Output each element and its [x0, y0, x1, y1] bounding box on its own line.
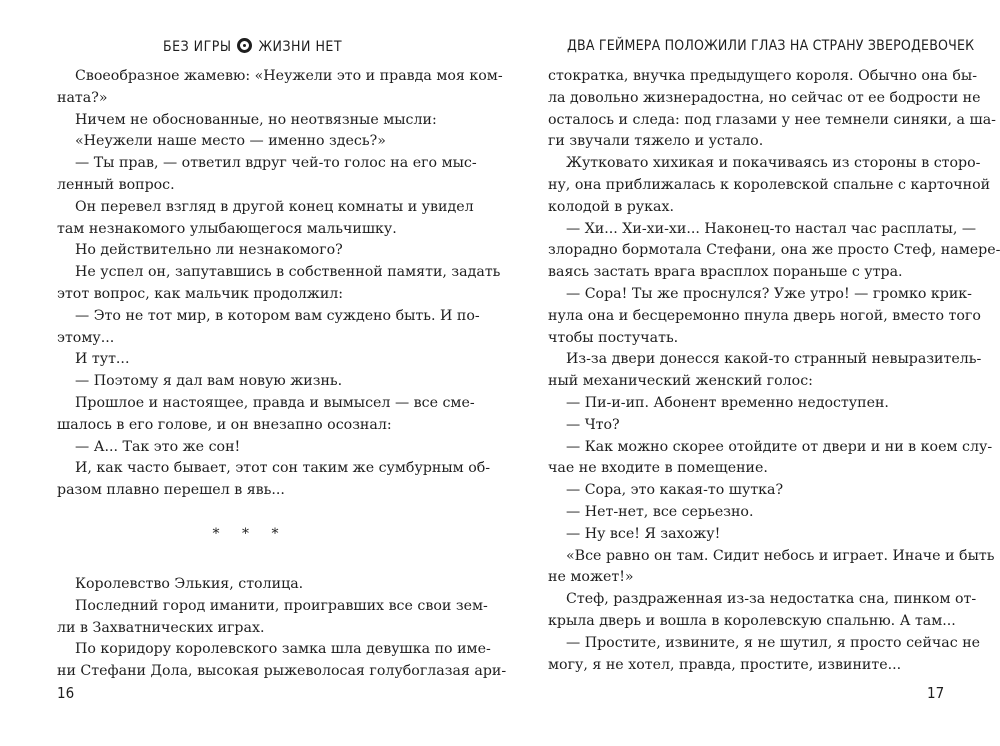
right-body-text — [548, 66, 1000, 676]
text-line: — А... Так это же сон! — [75, 438, 241, 455]
text-line: ги звучали тяжело и устало. — [548, 133, 764, 150]
running-head-part2: ЖИЗНИ НЕТ — [258, 39, 343, 55]
text-line: — Ну все! Я захожу! — [566, 525, 721, 542]
text-line: Ничем не обоснованные, но неотвязные мысли: — [75, 111, 437, 128]
text-line: — Что? — [566, 416, 620, 433]
text-line: чтобы постучать. — [548, 329, 679, 346]
text-line: этот вопрос, как мальчик продолжил: — [57, 285, 344, 302]
text-line: стократка, внучка предыдущего короля. Обычно она бы- — [548, 68, 978, 84]
text-line: крыла дверь и вошла в королевскую спальню. А там... — [548, 612, 956, 629]
text-line: — Нет-нет, все серьезно. — [566, 503, 754, 520]
text-line: — Поэтому я дал вам новую жизнь. — [75, 373, 343, 390]
text-line: разом плавно перешел в явь... — [57, 482, 285, 499]
text-line: «Все равно он там. Сидит небось и играет. Иначе и быть — [566, 547, 995, 564]
left-page-number: 16 — [57, 684, 75, 702]
left-running-head — [163, 38, 342, 55]
text-line: чае не входите в помещение. — [548, 460, 768, 477]
text-line: осталось и следа: под глазами у нее темнели синяки, а ша- — [548, 111, 996, 128]
right-page — [500, 0, 1000, 746]
text-line: ла довольно жизнерадостна, но сейчас от ее бодрости не — [548, 89, 981, 106]
text-line: — Сора, это какая-то шутка? — [566, 482, 784, 499]
section-separator: * * * — [212, 525, 288, 542]
text-line: Он перевел взгляд в другой конец комнаты и увидел — [75, 198, 474, 215]
text-line: И тут... — [75, 351, 130, 368]
text-line: шалось в его голове, и он внезапно осознал: — [57, 416, 392, 433]
text-line: Стеф, раздраженная из-за недостатка сна, пинком от- — [566, 591, 977, 608]
text-line: ный механический женский голос: — [548, 373, 813, 390]
text-line: Но действительно ли незнакомого? — [75, 242, 343, 259]
right-page-number: 17 — [927, 684, 945, 702]
text-line: могу, я не хотел, правда, простите, извините... — [548, 656, 902, 673]
text-line: По коридору королевского замка шла девушка по име- — [75, 641, 491, 658]
text-line: этому... — [57, 329, 115, 346]
text-line: нула она и бесцеремонно пнула дверь ногой, вместо того — [548, 307, 981, 324]
text-line: Из-за двери донесся какой-то странный невыразитель- — [566, 351, 982, 368]
text-line: Последний город иманити, проигравших все свои зем- — [75, 597, 488, 614]
text-line: — Простите, извините, я не шутил, я просто сейчас не — [566, 634, 981, 651]
text-line: — Хи... Хи-хи-хи... Наконец-то настал час расплаты, — — [566, 220, 977, 237]
text-line: ни Стефани Дола, высокая рыжеволосая голубоглазая ари- — [57, 663, 507, 680]
text-line: Прошлое и настоящее, правда и вымысел — все сме- — [75, 394, 475, 411]
text-line: И, как часто бывает, этот сон таким же сумбурным об- — [75, 460, 491, 477]
text-line: ну, она приближалась к королевской спальне с карточной — [548, 176, 991, 193]
text-line: ли в Захватнических играх. — [57, 619, 265, 636]
text-line: Жутковато хихикая и покачиваясь из стороны в сторо- — [566, 155, 981, 172]
right-running-head: ДВА ГЕЙМЕРА ПОЛОЖИЛИ ГЛАЗ НА СТРАНУ ЗВЕРОДЕВОЧЕК — [567, 38, 975, 54]
text-line: ваясь застать врага врасплох пораньше с утра. — [548, 264, 903, 281]
running-head-part1: БЕЗ ИГРЫ — [163, 39, 232, 55]
text-line: Своеобразное жамевю: «Неужели это и правда моя ком- — [75, 68, 503, 84]
text-line: «Неужели наше место — именно здесь?» — [75, 133, 386, 150]
text-line: Королевство Элькия, столица. — [75, 575, 304, 592]
text-line: — Ты прав, — ответил вдруг чей-то голос на его мыс- — [75, 155, 477, 172]
text-line: — Сора! Ты же проснулся? Уже утро! — громко крик- — [566, 285, 972, 302]
text-line: не может!» — [548, 569, 634, 586]
text-line: злорадно бормотала Стефани, она же просто Стеф, намере- — [548, 242, 1000, 259]
text-line: — Пи-и-ип. Абонент временно недоступен. — [566, 394, 889, 411]
text-line: ленный вопрос. — [57, 176, 175, 193]
power-circle-icon — [237, 38, 252, 53]
left-body-text — [57, 66, 507, 683]
text-line: там незнакомого улыбающегося мальчишку. — [57, 220, 397, 237]
text-line: — Это не тот мир, в котором вам суждено быть. И по- — [75, 307, 480, 324]
text-line: Не успел он, запутавшись в собственной памяти, задать — [75, 264, 501, 281]
text-line: колодой в руках. — [548, 198, 674, 215]
text-line: — Как можно скорее отойдите от двери и ни в коем слу- — [566, 438, 993, 455]
text-line: ната?» — [57, 89, 108, 106]
